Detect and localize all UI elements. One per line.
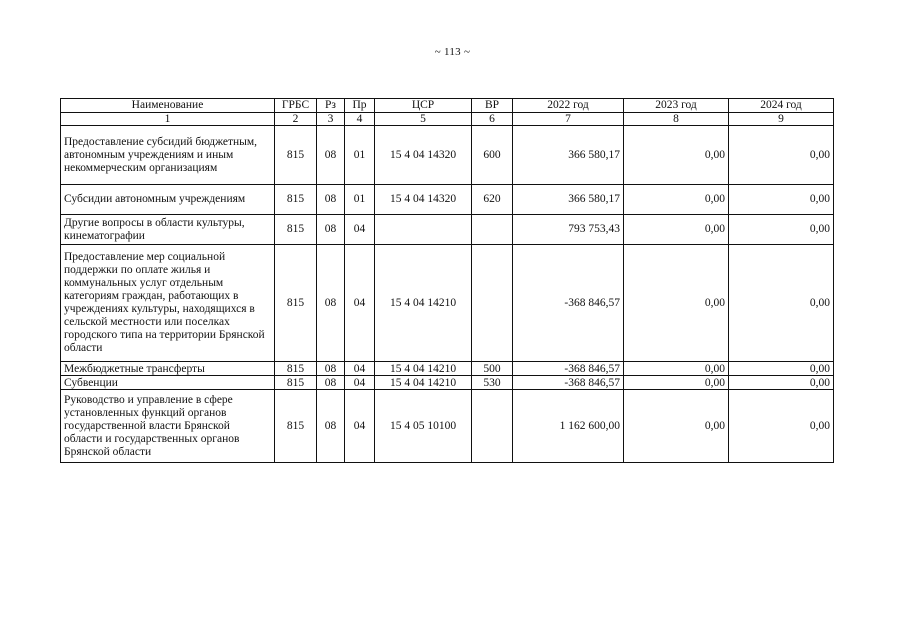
row-2024: 0,00 xyxy=(729,215,834,245)
row-grbs: 815 xyxy=(275,126,317,185)
row-pr: 04 xyxy=(345,215,375,245)
row-vr xyxy=(472,245,513,362)
table-row xyxy=(61,126,834,185)
row-name: Руководство и управление в сфере установленных функций органов государственной власти Брянской области и государственных органов Брянской области xyxy=(61,390,275,463)
row-vr: 530 xyxy=(472,376,513,390)
row-csr: 15 4 04 14320 xyxy=(375,126,472,185)
row-name: Субсидии автономным учреждениям xyxy=(61,185,275,215)
header-pr: Пр xyxy=(345,99,375,113)
row-2023: 0,00 xyxy=(624,362,729,376)
row-rz: 08 xyxy=(317,215,345,245)
row-name: Предоставление субсидий бюджетным, автономным учреждениям и иным некоммерческим организациям xyxy=(61,126,275,185)
row-csr: 15 4 05 10100 xyxy=(375,390,472,463)
row-pr: 04 xyxy=(345,245,375,362)
table-row xyxy=(61,215,834,245)
row-name: Предоставление мер социальной поддержки по оплате жилья и коммунальных услуг отдельным категориям граждан, работающих в учреждениях культуры, находящихся в сельской местности или поселках городского типа на территории Брянской области xyxy=(61,245,275,362)
row-2023: 0,00 xyxy=(624,185,729,215)
row-2023: 0,00 xyxy=(624,126,729,185)
column-number: 8 xyxy=(624,113,729,126)
header-2022: 2022 год xyxy=(513,99,624,113)
row-pr: 01 xyxy=(345,126,375,185)
header-grbs: ГРБС xyxy=(275,99,317,113)
row-2023: 0,00 xyxy=(624,215,729,245)
column-number: 9 xyxy=(729,113,834,126)
row-name: Субвенции xyxy=(61,376,275,390)
header-vr: ВР xyxy=(472,99,513,113)
table-row xyxy=(61,376,834,390)
table-row xyxy=(61,245,834,362)
row-vr: 600 xyxy=(472,126,513,185)
row-2024: 0,00 xyxy=(729,390,834,463)
row-grbs: 815 xyxy=(275,185,317,215)
row-csr: 15 4 04 14210 xyxy=(375,376,472,390)
row-pr: 04 xyxy=(345,362,375,376)
row-vr: 500 xyxy=(472,362,513,376)
column-number-row xyxy=(61,113,834,126)
row-vr xyxy=(472,390,513,463)
row-csr: 15 4 04 14210 xyxy=(375,245,472,362)
row-2022: -368 846,57 xyxy=(513,376,624,390)
column-number: 4 xyxy=(345,113,375,126)
row-2024: 0,00 xyxy=(729,362,834,376)
row-grbs: 815 xyxy=(275,245,317,362)
page-number: ~ 113 ~ xyxy=(434,46,471,58)
row-vr: 620 xyxy=(472,185,513,215)
column-number: 5 xyxy=(375,113,472,126)
row-name: Другие вопросы в области культуры, кинематографии xyxy=(61,215,275,245)
row-rz: 08 xyxy=(317,376,345,390)
row-csr xyxy=(375,215,472,245)
row-rz: 08 xyxy=(317,362,345,376)
row-grbs: 815 xyxy=(275,390,317,463)
header-row xyxy=(61,99,834,113)
row-pr: 01 xyxy=(345,185,375,215)
budget-table xyxy=(60,98,834,463)
row-2022: 366 580,17 xyxy=(513,185,624,215)
row-rz: 08 xyxy=(317,126,345,185)
table-row xyxy=(61,362,834,376)
header-csr: ЦСР xyxy=(375,99,472,113)
row-csr: 15 4 04 14320 xyxy=(375,185,472,215)
header-2023: 2023 год xyxy=(624,99,729,113)
row-2022: -368 846,57 xyxy=(513,245,624,362)
row-2022: 366 580,17 xyxy=(513,126,624,185)
row-rz: 08 xyxy=(317,185,345,215)
header-rz: Рз xyxy=(317,99,345,113)
row-csr: 15 4 04 14210 xyxy=(375,362,472,376)
row-2024: 0,00 xyxy=(729,245,834,362)
row-2023: 0,00 xyxy=(624,390,729,463)
column-number: 1 xyxy=(61,113,275,126)
row-2023: 0,00 xyxy=(624,245,729,362)
row-pr: 04 xyxy=(345,390,375,463)
row-2022: -368 846,57 xyxy=(513,362,624,376)
column-number: 2 xyxy=(275,113,317,126)
row-2022: 793 753,43 xyxy=(513,215,624,245)
row-2022: 1 162 600,00 xyxy=(513,390,624,463)
header-2024: 2024 год xyxy=(729,99,834,113)
row-2024: 0,00 xyxy=(729,376,834,390)
column-number: 3 xyxy=(317,113,345,126)
row-2024: 0,00 xyxy=(729,185,834,215)
row-grbs: 815 xyxy=(275,215,317,245)
row-grbs: 815 xyxy=(275,376,317,390)
header-name: Наименование xyxy=(61,99,275,113)
column-number: 6 xyxy=(472,113,513,126)
row-name: Межбюджетные трансферты xyxy=(61,362,275,376)
column-number: 7 xyxy=(513,113,624,126)
row-pr: 04 xyxy=(345,376,375,390)
row-2023: 0,00 xyxy=(624,376,729,390)
table-row xyxy=(61,185,834,215)
row-2024: 0,00 xyxy=(729,126,834,185)
table-row xyxy=(61,390,834,463)
row-grbs: 815 xyxy=(275,362,317,376)
row-vr xyxy=(472,215,513,245)
row-rz: 08 xyxy=(317,245,345,362)
row-rz: 08 xyxy=(317,390,345,463)
